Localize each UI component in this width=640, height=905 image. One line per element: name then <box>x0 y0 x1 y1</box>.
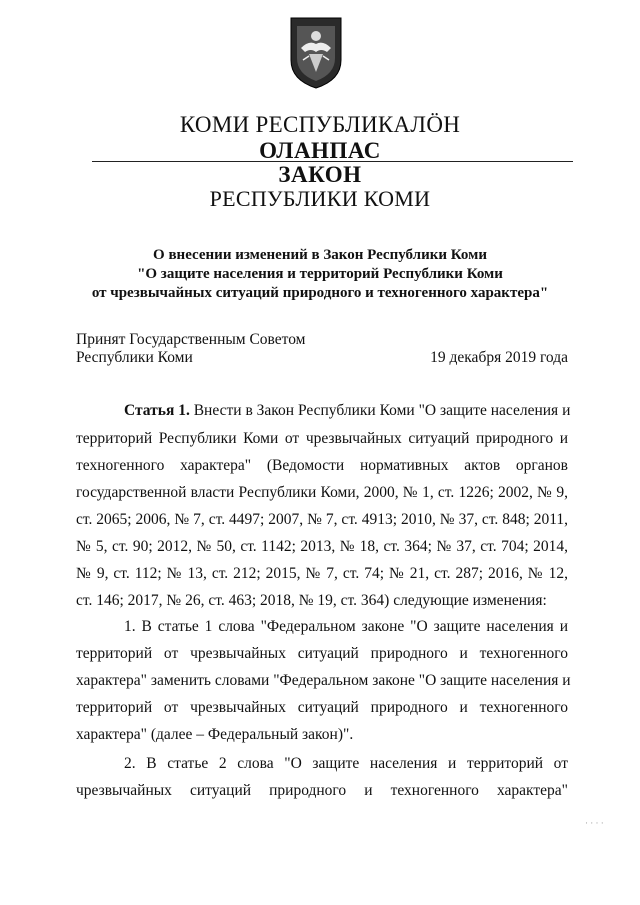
paragraph-line: территорий Республики Коми от чрезвычайных ситуаций природного и <box>76 430 568 447</box>
article-label: Статья 1. <box>124 402 190 419</box>
paragraph-line: техногенного характера" (Ведомости нормативных актов органов <box>76 457 568 474</box>
item-1-first-line: 1. В статье 1 слова "Федеральном законе "О защите населения и <box>124 618 568 635</box>
article-text: Внести в Закон Республики Коми "О защите населения и <box>193 402 571 419</box>
paragraph-line: территорий от чрезвычайных ситуаций природного и техногенного <box>76 699 568 716</box>
law-title-line: "О защите населения и территорий Республики Коми <box>137 266 503 282</box>
adopted-by-line: Республики Коми <box>76 349 193 366</box>
paragraph-line: территорий от чрезвычайных ситуаций природного и техногенного <box>76 645 568 662</box>
header-respubliki-komi: РЕСПУБЛИКИ КОМИ <box>209 186 431 211</box>
paragraph-line: характера" (далее – Федеральный закон)". <box>76 726 354 743</box>
item-2-first-line: 2. В статье 2 слова "О защите населения и территорий от <box>124 755 568 772</box>
paragraph-line: № 5, ст. 90; 2012, № 50, ст. 1142; 2013, № 18, ст. 364; № 37, ст. 704; 2014, <box>76 538 568 555</box>
article-first-line <box>124 402 571 420</box>
law-title-line: О внесении изменений в Закон Республики Коми <box>153 247 487 263</box>
paragraph-line: ст. 146; 2017, № 26, ст. 463; 2018, № 19, ст. 364) следующие изменения: <box>76 592 547 609</box>
adopted-by-line: Принят Государственным Советом <box>76 331 306 348</box>
paragraph-line: чрезвычайных ситуаций природного и техногенного характера" <box>76 782 568 799</box>
paragraph-line: ст. 2065; 2006, № 7, ст. 4497; 2007, № 7, ст. 4913; 2010, № 37, ст. 848; 2011, <box>76 511 568 528</box>
paragraph-line: государственной власти Республики Коми, 2000, № 1, ст. 1226; 2002, № 9, <box>76 484 568 501</box>
law-title-line: от чрезвычайных ситуаций природного и техногенного характера" <box>91 285 549 301</box>
coat-of-arms-emblem <box>287 14 345 90</box>
paragraph-line: характера" заменить словами "Федеральном законе "О защите населения и <box>76 672 571 689</box>
adoption-date: 19 декабря 2019 года <box>430 349 568 366</box>
header-olanpas: ОЛАНПАС <box>259 138 381 163</box>
scan-noise-dots: · · · · <box>585 818 604 828</box>
header-zakon: ЗАКОН <box>278 162 362 187</box>
paragraph-line: № 9, ст. 112; № 13, ст. 212; 2015, № 7, ст. 74; № 21, ст. 287; 2016, № 12, <box>76 565 568 582</box>
header-republic-komi-lang: КОМИ РЕСПУБЛИКАЛӦН <box>179 112 461 137</box>
